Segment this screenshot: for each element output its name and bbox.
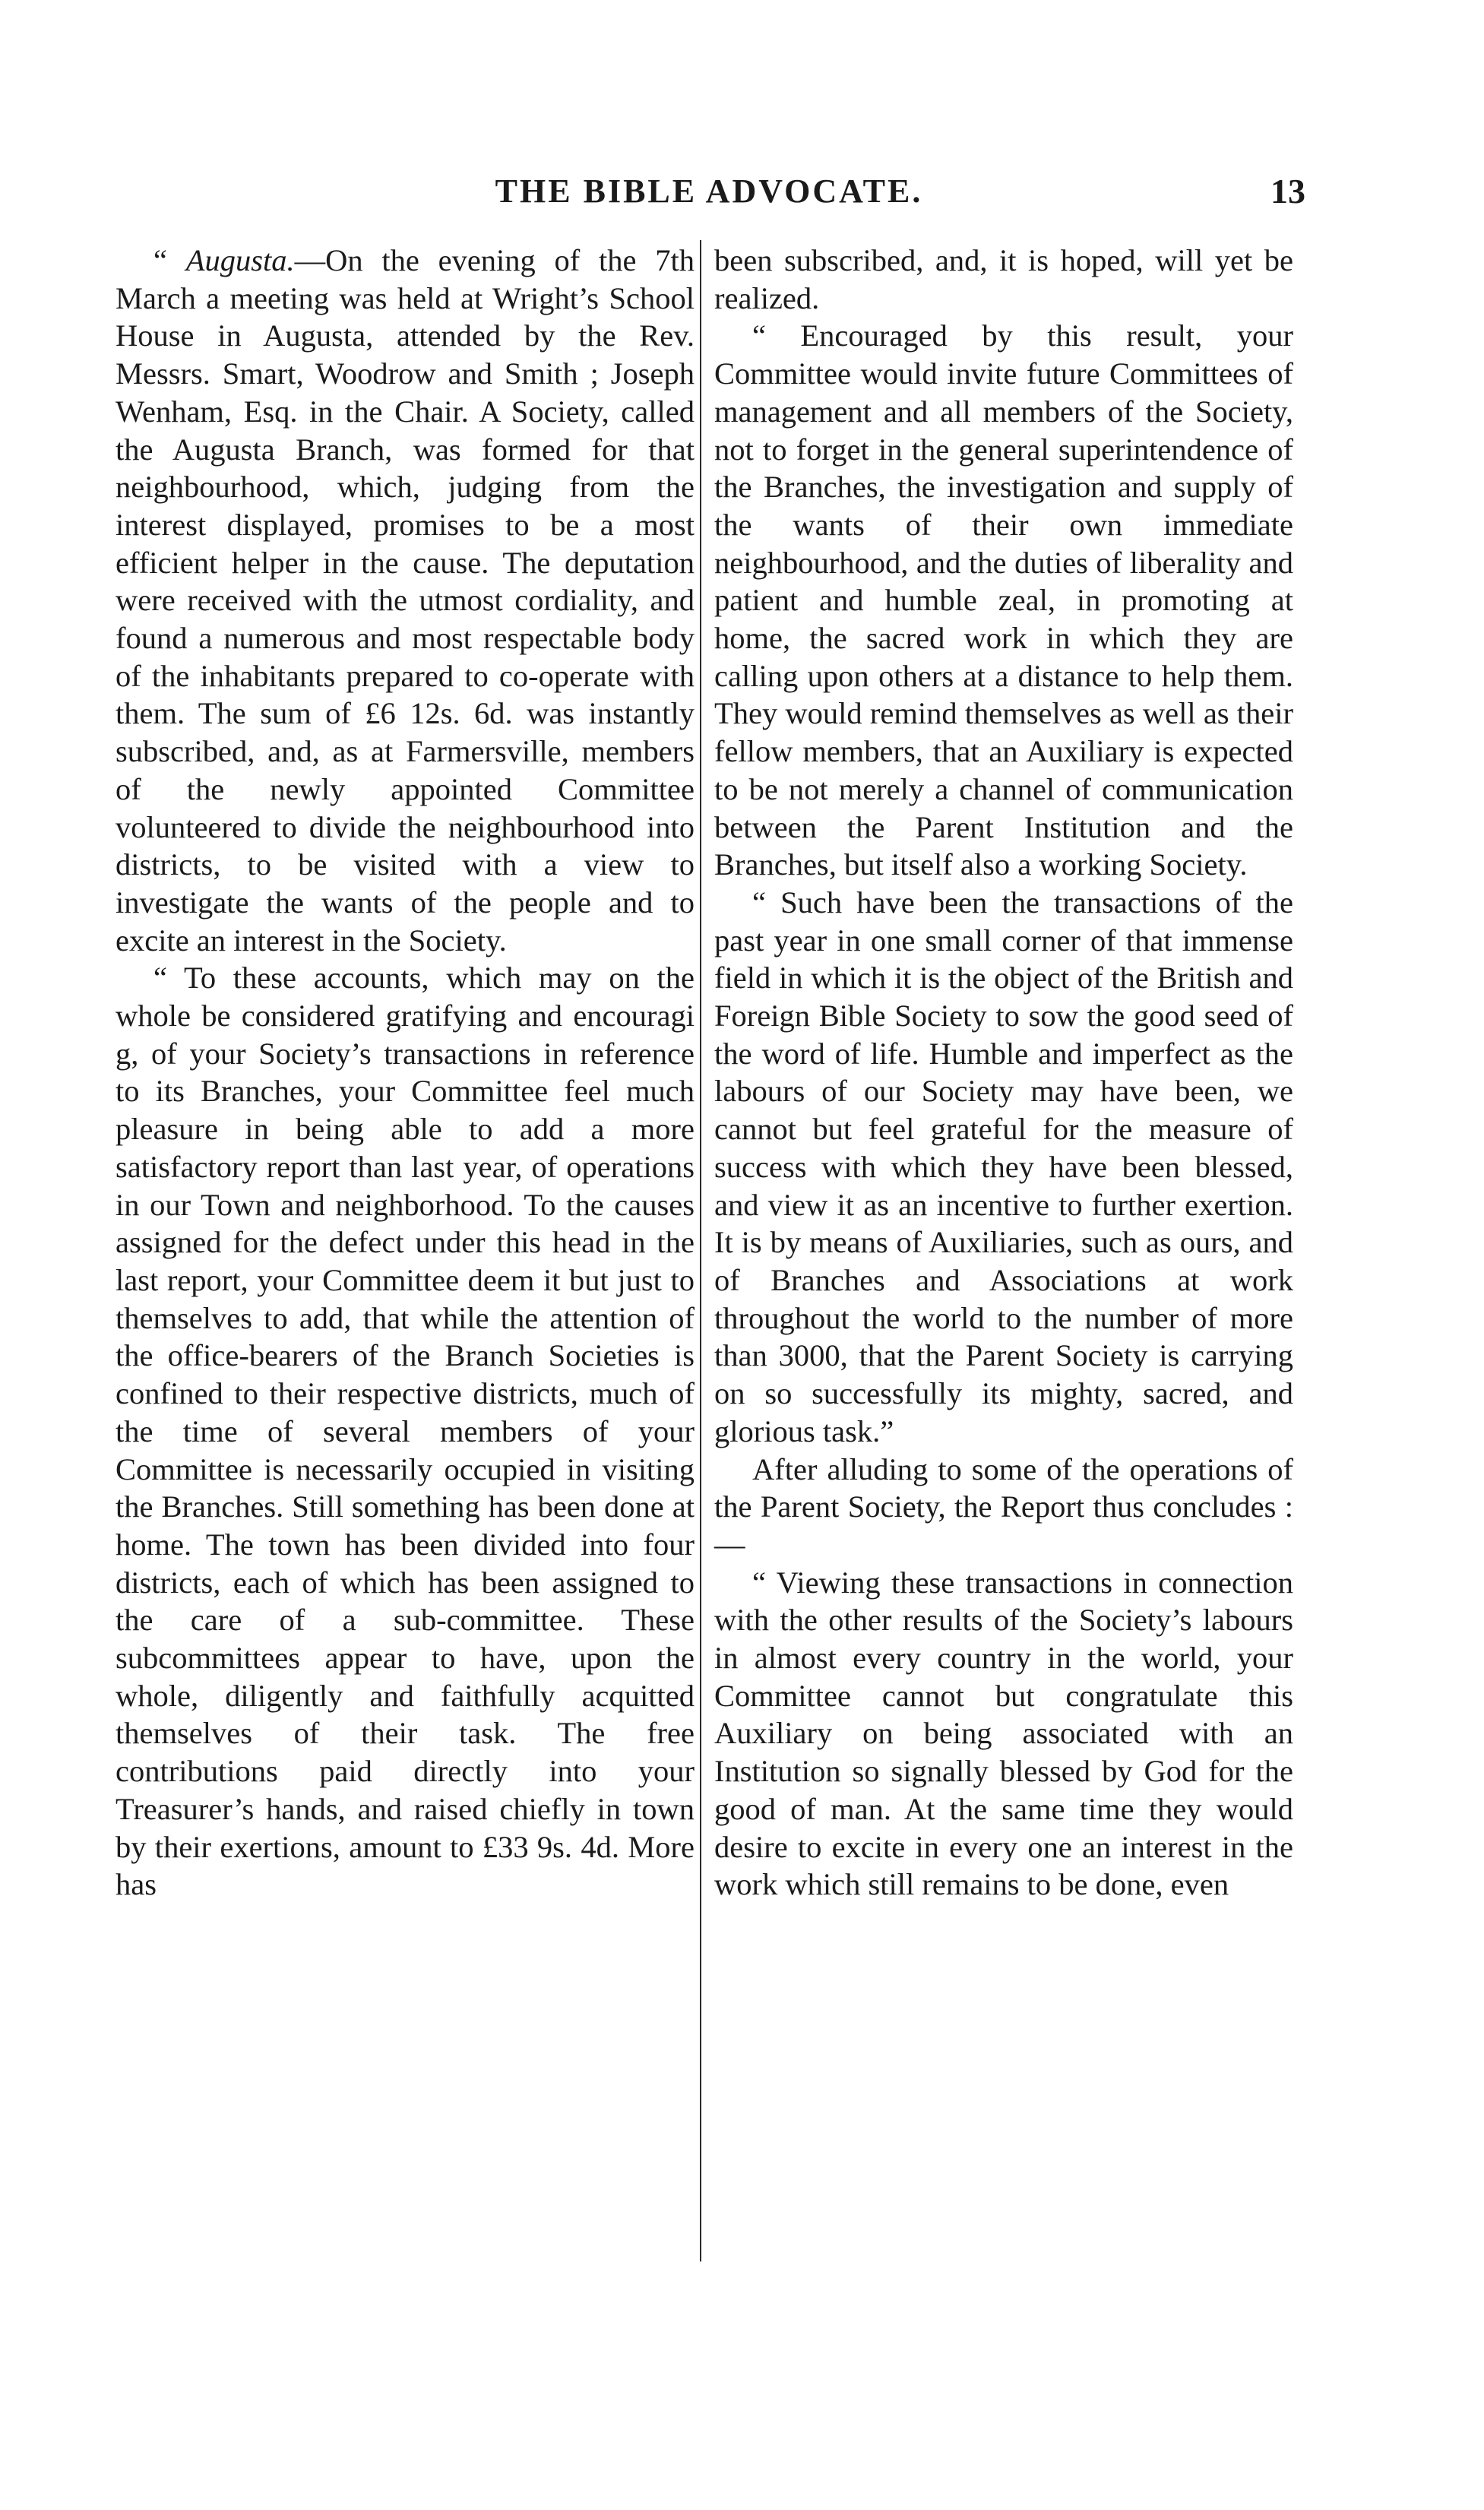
column-divider (700, 240, 701, 2262)
paragraph-alluding: After alluding to some of the operations of the Parent Society, the Report thus concludes :— (714, 1451, 1293, 1562)
running-title: THE BIBLE ADVOCATE. (495, 173, 923, 210)
page-number: 13 (1270, 172, 1305, 210)
right-column (714, 242, 1293, 1904)
left-column (115, 242, 695, 1904)
paragraph-continued: been subscribed, and, it is hoped, will yet be realized. (714, 243, 1293, 315)
paragraph-encouraged: “ Encouraged by this result, your Committee would invite future Committees of management and all members of the Society, not to forget in the general superintendence of the Branches, the investigation and supply of the wants of their own immediate neighbourhood, and the duties of liberality and patient and humble zeal, in promoting at home, the sacred work in which they are calling upon others at a distance to help them. They would remind themselves as well as their fellow members, that an Auxiliary is expected to be not merely a channel of communication between the Parent Institution and the Branches, but itself also a working Society. (714, 318, 1293, 882)
paragraph-viewing: “ Viewing these transactions in connection with the other results of the Society’s labours in almost every country in the world, your Committee cannot but congratulate this Auxiliary on being associated with an Institution so signally blessed by God for the good of man. At the same time they would desire to excite in every one an interest in the work which still remains to be done, even (714, 1565, 1293, 1902)
paragraph-augusta: “ Augusta.—On the evening of the 7th March a meeting was held at Wright’s School House in Augusta, attended by the Rev. Messrs. Smart, Woodrow and Smith ; Joseph Wenham, Esq. in the Chair. A Society, called the Augusta Branch, was formed for that neighbourhood, which, judging from the interest displayed, promises to be a most efficient helper in the cause. The deputation were received with the utmost cordiality, and found a numerous and most respectable body of the inhabitants prepared to co-operate with them. The sum of £6 12s. 6d. was instantly subscribed, and, as at Farmersville, members of the newly appointed Committee volunteered to divide the neighbourhood into districts, to be visited with a view to investigate the wants of the people and to excite an interest in the Society. (115, 243, 695, 957)
paragraph-accounts: “ To these accounts, which may on the whole be considered gratifying and encouragi g, of your Society’s transactions in reference to its Branches, your Committee feel much pleasure in being able to add a more satisfactory report than last year, of operations in our Town and neighborhood. To the causes assigned for the defect under this head in the last report, your Committee deem it but just to themselves to add, that while the attention of the office-bearers of the Branch Societies is confined to their respective districts, much of the time of several members of your Committee is necessarily occupied in visiting the Branches. Still something has been done at home. The town has been divided into four districts, each of which has been assigned to the care of a sub-committee. These subcommittees appear to have, upon the whole, diligently and faithfully acquitted themselves of their task. The free contributions paid directly into your Treasurer’s hands, and raised chiefly in town by their exertions, amount to £33 9s. 4d. More has (115, 961, 695, 1902)
running-header (112, 169, 1305, 214)
paragraph-transactions: “ Such have been the transactions of the past year in one small corner of that immense field in which it is the object of the British and Foreign Bible Society to sow the good seed of the word of life. Humble and imperfect as the labours of our Society may have been, we cannot but feel grateful for the measure of success with which they have been blessed, and view it as an incentive to further exertion. It is by means of Auxiliaries, such as ours, and of Branches and Associations at work throughout the world to the number of more than 3000, that the Parent Society is carrying on so successfully its mighty, sacred, and glorious task.” (714, 885, 1293, 1448)
